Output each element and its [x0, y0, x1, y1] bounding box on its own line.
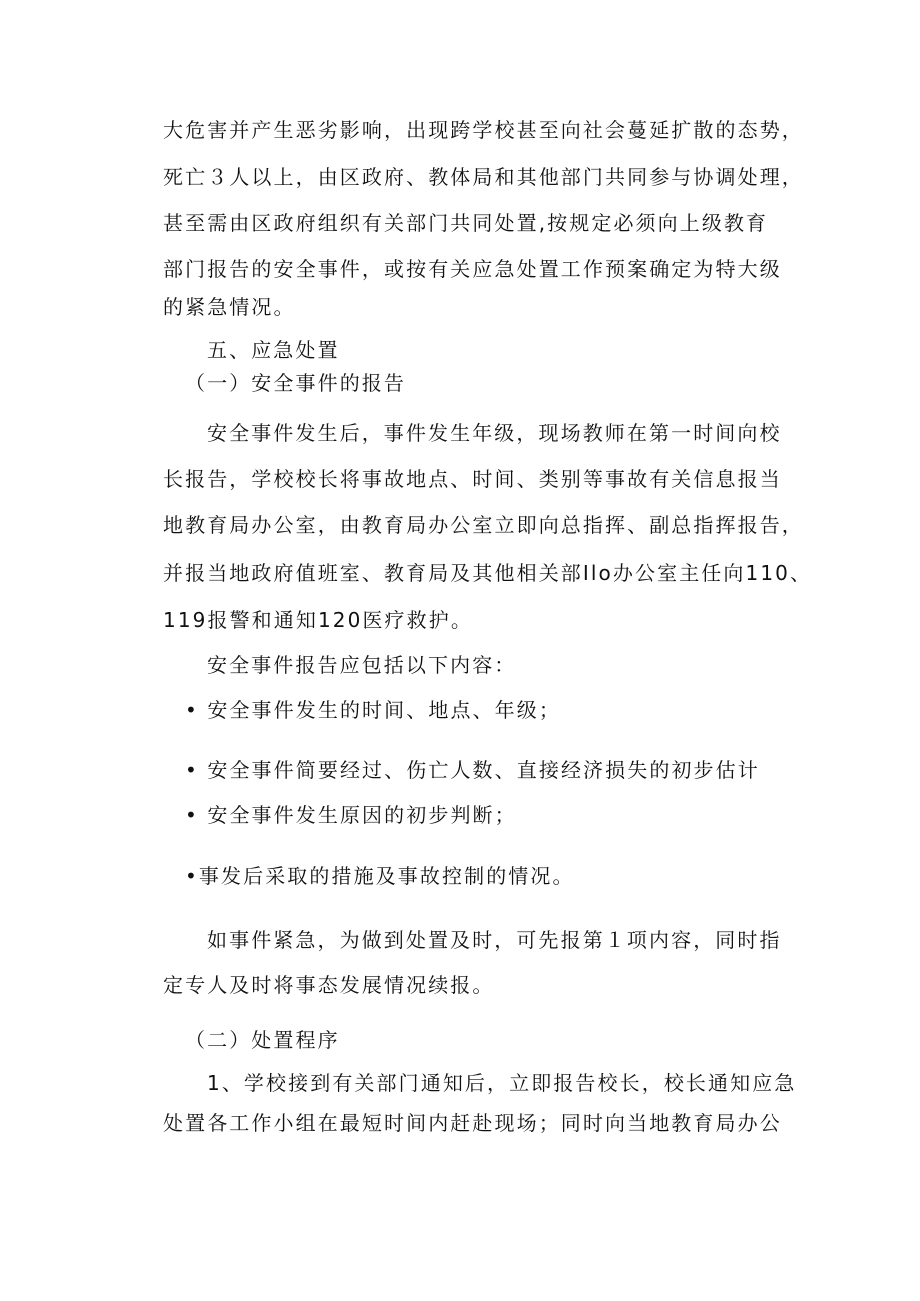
body-line: 大危害并产生恶劣影响，出现跨学校甚至向社会蔓延扩散的态势，: [163, 118, 804, 142]
bullet-item: • 安全事件简要经过、伤亡人数、直接经济损失的初步估计: [185, 758, 760, 782]
body-line: 地教育局办公室，由教育局办公室立即向总指挥、副总指挥报告，: [163, 513, 804, 537]
body-line: 安全事件发生后，事件发生年级，现场教师在第一时间向校: [207, 421, 782, 445]
body-line: 死亡３人以上，由区政府、教体局和其他部门共同参与协调处理，: [163, 165, 804, 189]
body-line: 119报警和通知120医疗救护。: [163, 608, 473, 632]
body-line: 如事件紧急，为做到处置及时，可先报第１项内容，同时指: [207, 928, 782, 952]
body-line: 并报当地政府值班室、教育局及其他相关部Ilo办公室主任向110、: [163, 561, 813, 585]
body-line: 处置各工作小组在最短时间内赶赴现场；同时向当地教育局办公: [163, 1111, 782, 1135]
bullet-item: • 安全事件发生原因的初步判断；: [185, 803, 517, 827]
bullet-item: • 安全事件发生的时间、地点、年级；: [185, 698, 561, 722]
bullet-item: •事发后采取的措施及事故控制的情况。: [185, 864, 575, 888]
body-line: 部门报告的安全事件，或按有关应急处置工作预案确定为特大级: [163, 257, 782, 281]
body-line: 的紧急情况。: [163, 295, 296, 319]
subsection-heading: （二）处置程序: [185, 1028, 340, 1052]
body-line: 甚至需由区政府组织有关部门共同处置,按规定必须向上级教育: [163, 211, 769, 235]
body-line: 1、学校接到有关部门通知后，立即报告校长，校长通知应急: [207, 1071, 797, 1095]
subsection-heading: （一）安全事件的报告: [185, 371, 406, 395]
section-heading: 五、应急处置: [207, 338, 340, 362]
body-line: 长报告，学校校长将事故地点、时间、类别等事故有关信息报当: [163, 467, 782, 491]
body-line: 安全事件报告应包括以下内容：: [207, 653, 517, 677]
body-line: 定专人及时将事态发展情况续报。: [163, 973, 495, 997]
